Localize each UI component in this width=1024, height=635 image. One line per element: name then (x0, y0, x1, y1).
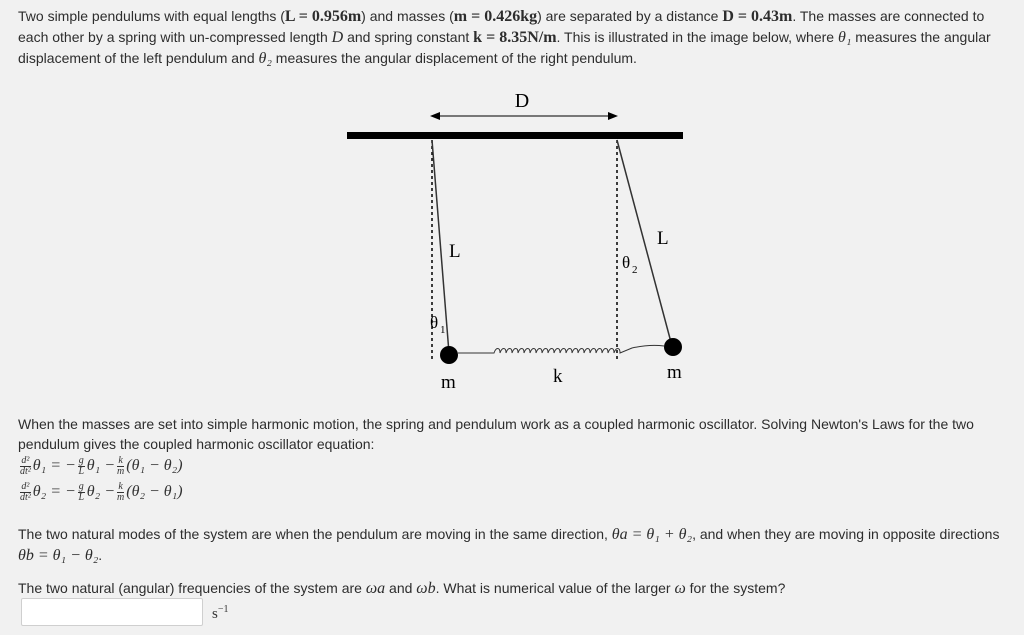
natural-modes-text: The two natural modes of the system are when the pendulum are moving in the same direction, θa = θ₁ + θ₂, and when they are moving in opposite directions θb = θ₁ − θ₂. (18, 526, 1000, 564)
right-length-label: L (657, 228, 669, 249)
equation-2: $\frac{\text{d²}}{\text{dt²}}$ θ₂ = − $\frac{g}{L}$ θ₂ − $\frac{k}{m}$ (θ₂ − θ₁) (20, 481, 183, 503)
distance-arrowhead-right (608, 112, 618, 120)
length-value: L = 0.956m (284, 8, 362, 25)
answer-unit: $s^{-1}$ (212, 604, 229, 622)
distance-value: D = 0.43m (722, 8, 793, 25)
theta1-label: θ (430, 313, 439, 332)
coupled-oscillator-text: When the masses are set into simple harmonic motion, the spring and pendulum work as a coupled harmonic oscillator. Solving Newton's Laws for the two pendulum gives the coupled harmonic oscillator equation: (18, 416, 974, 452)
right-mass (664, 338, 682, 356)
equation-1: $\frac{\text{d²}}{\text{dt²}}$ θ₁ = − $\frac{g}{L}$ θ₁ − $\frac{k}{m}$ (θ₁ − θ₂) (20, 455, 183, 477)
mass-value: m = 0.426kg (453, 8, 538, 25)
right-mass-label: m (667, 362, 682, 383)
left-mass-label: m (441, 372, 456, 393)
theta2-subscript: 2 (632, 264, 638, 276)
spring-label: k (553, 366, 563, 387)
spring-constant-value: k = 8.35N/m (473, 29, 557, 46)
left-length-label: L (449, 241, 461, 262)
theta1-subscript: 1 (440, 324, 446, 336)
answer-input[interactable] (21, 598, 203, 626)
theta2-label: θ (622, 253, 631, 272)
distance-arrowhead-left (430, 112, 440, 120)
left-mass (440, 346, 458, 364)
question-text: The two natural (angular) frequencies of the system are ωa and ωb. What is numerical value of the larger ω for the system? (18, 580, 786, 597)
problem-intro: Two simple pendulums with equal lengths (L = 0.956m) and masses (m = 0.426kg) are separated by a distance D = 0.43m. The masses are connected to each other by a spring with un-compressed length D and spring constant k = 8.35N/m. This is illustrated in the image below, where θ₁ measures the angular displacement of the left pendulum and θ₂ measures the angular displacement of the right pendulum. (18, 8, 991, 67)
ceiling-bar (347, 132, 683, 139)
spring (458, 345, 664, 353)
distance-label: D (514, 90, 530, 112)
